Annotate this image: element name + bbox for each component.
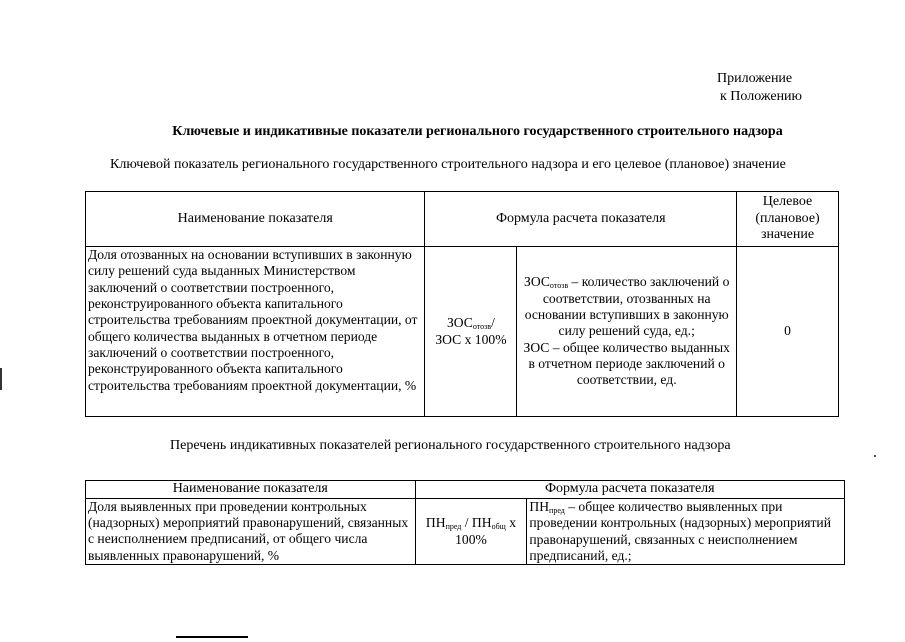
appendix-line-2: к Положению [720, 89, 803, 104]
appendix-line-1: Приложение [717, 71, 793, 86]
key-indicator-table [85, 191, 839, 417]
expl-term: ПН [529, 498, 550, 514]
header-indicator-name: Наименование показателя [86, 481, 416, 499]
formula-subscript: пред [445, 522, 462, 532]
formula-subscript: отозв [472, 322, 492, 332]
formula-term: ЗОС [446, 315, 473, 331]
header-formula: Формула расчета показателя [425, 192, 737, 247]
expl-text-1: – количество заключений о соответствии, отозванных на основании вступивших в законную силу решений суда, ед.; [524, 274, 730, 339]
page-cut-mark [176, 636, 248, 642]
indicator-description: Доля выявленных при проведении контрольных (надзорных) мероприятий правонарушений, связанных с неисполнением предписаний, от общего числа выявленных правонарушений, % [86, 498, 416, 565]
indicative-indicators-subtitle: Перечень индикативных показателей регионального государственного строительного надзора [170, 438, 731, 453]
appendix-note [717, 70, 867, 106]
expl-text-2: ЗОС – общее количество выданных в отчетном периоде заключений о соответствии, ед. [523, 339, 730, 388]
formula-denominator: ЗОС х 100% [435, 331, 507, 347]
scan-dot [874, 455, 876, 457]
table-header-row [86, 192, 839, 247]
table-header-row [86, 481, 845, 499]
header-target-value: Целевое (плановое) значение [737, 192, 839, 247]
indicator-formula [415, 498, 527, 565]
table-row [86, 247, 839, 417]
indicative-indicators-table [85, 480, 845, 565]
formula-subscript-2: общ [491, 522, 506, 532]
scan-edge-mark [0, 368, 2, 390]
table-row [86, 498, 845, 565]
formula-explanation [517, 247, 737, 417]
target-value: 0 [737, 247, 839, 417]
formula-divider: / ПН [461, 515, 492, 531]
indicator-description: Доля отозванных на основании вступивших в законную силу решений суда выданных Министерством заключений о соответствии построенного, реконструированного объекта капитального строительства требованиям проектной документации, от общего количества выданных в отчетном периоде заключений о соответствии построенного, реконструированного объекта капитального строительства требованиям проектной документации, % [86, 247, 425, 417]
document-title: Ключевые и индикативные показатели регионального государственного строительного надзора [172, 124, 783, 139]
expl-subscript: отозв [549, 281, 569, 291]
indicator-formula [425, 247, 517, 417]
expl-subscript: пред [549, 505, 565, 515]
header-indicator-name: Наименование показателя [86, 192, 425, 247]
expl-text: – общее количество выявленных при проведении контрольных (надзорных) мероприятий правонарушений, связанных с неисполнением предписаний, ед.; [529, 498, 831, 564]
expl-term: ЗОС [524, 274, 550, 290]
header-formula: Формула расчета показателя [415, 481, 844, 499]
formula-divider: / [491, 315, 495, 331]
key-indicator-subtitle: Ключевой показатель регионального государственного строительного надзора и его целевое (плановое) значение [110, 157, 786, 172]
formula-multiplier: х 100% [455, 515, 517, 547]
formula-term: ПН [425, 515, 446, 531]
formula-explanation [527, 498, 845, 565]
